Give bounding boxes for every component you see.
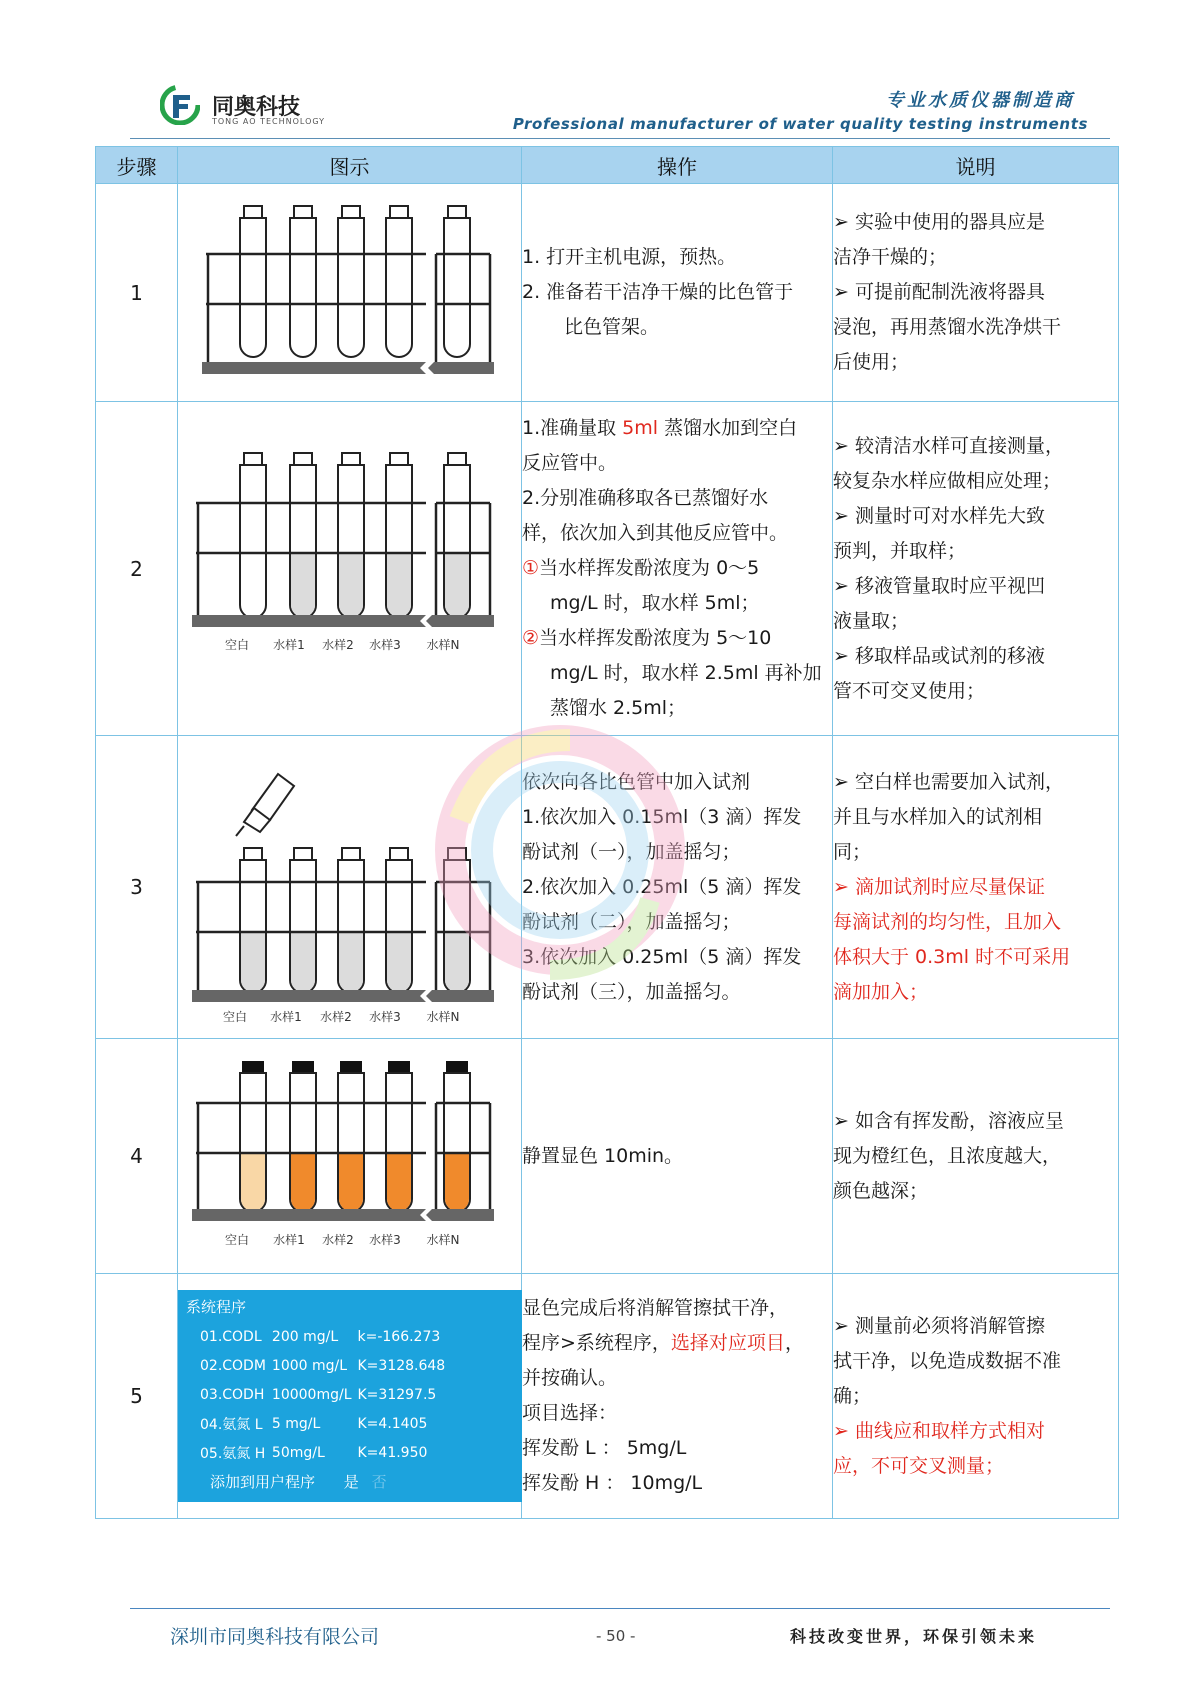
operation-line: 1.依次加入 0.15ml（3 滴）挥发: [522, 805, 802, 828]
note-line: ➢ 可提前配制洗液将器具: [833, 281, 1045, 303]
operation-line: 2. 准备若干洁净干燥的比色管于: [522, 281, 794, 303]
col-header-step: 步骤: [96, 147, 178, 184]
tube-label: 水样2: [320, 1010, 352, 1024]
tube-label: 水样1: [273, 1233, 305, 1247]
note-line-warning: 体积大于 0.3ml 时不可采用: [833, 945, 1071, 968]
operation-line: 酚试剂（一），加盖摇匀；: [522, 840, 741, 863]
program-row[interactable]: [200, 1322, 451, 1351]
operation-cell: [522, 1274, 833, 1519]
operation-line: 挥发酚 H ： 10mg/L: [522, 1472, 703, 1494]
operation-text: 当水样挥发酚浓度为 0～5: [539, 557, 760, 579]
note-line: ➢ 实验中使用的器具应是: [833, 211, 1045, 233]
program-range: 1000 mg/L: [271, 1357, 348, 1374]
circled-number: ②: [522, 627, 540, 649]
operation-cell: [522, 736, 833, 1039]
table-row: [96, 736, 1119, 1039]
program-row[interactable]: [200, 1438, 451, 1467]
program-code: 02.CODM: [200, 1357, 266, 1374]
program-list: [200, 1322, 451, 1467]
col-header-operation: 操作: [522, 147, 833, 184]
dropper-bottle-icon: [236, 774, 294, 836]
tube-label: 水样2: [322, 637, 354, 652]
tube-label: 水样3: [369, 637, 401, 652]
operation-cell: [522, 1039, 833, 1274]
operation-line: [522, 411, 832, 446]
program-code: 05.氨氮 H: [200, 1445, 266, 1462]
screen-title: 系统程序: [186, 1298, 247, 1316]
tube-label: 水样N: [426, 1010, 460, 1024]
program-k: K=3128.648: [357, 1357, 446, 1374]
sample-tubes-rack-illustration: [178, 417, 522, 717]
note-line: 管不可交叉使用；: [833, 679, 986, 702]
figure-cell: [178, 1274, 522, 1519]
table-row: [96, 1274, 1119, 1519]
note-line: 后使用；: [833, 351, 910, 373]
operation-line: 挥发酚 L ： 5mg/L: [522, 1437, 687, 1459]
empty-tubes-rack-illustration: [178, 184, 522, 397]
note-line: ➢ 测量前必须将消解管擦: [833, 1314, 1045, 1337]
note-line: 洁净干燥的；: [833, 246, 948, 268]
program-code: 03.CODH: [200, 1386, 265, 1403]
note-line-warning: 滴加加入；: [833, 980, 929, 1003]
page-number: - 50 -: [596, 1627, 636, 1645]
footer-company: 深圳市同奥科技有限公司: [170, 1626, 380, 1648]
tube-label: 水样2: [322, 1233, 354, 1247]
program-range: 200 mg/L: [271, 1328, 339, 1345]
yes-option[interactable]: 是: [343, 1473, 359, 1491]
operation-line: 并按确认。: [522, 1367, 618, 1389]
operation-line: 项目选择：: [522, 1402, 618, 1424]
operation-text: 1.准确量取: [522, 417, 623, 439]
figure-cell: [178, 736, 522, 1039]
notes-cell: [833, 184, 1119, 402]
header-divider: [130, 138, 1110, 139]
note-line: ➢ 较清洁水样可直接测量，: [833, 434, 1064, 457]
company-logo-icon: [160, 85, 200, 125]
program-range: 10000mg/L: [271, 1386, 352, 1403]
notes-cell: [833, 1274, 1119, 1519]
operation-text: 程序>系统程序，: [522, 1332, 671, 1354]
no-option[interactable]: 否: [371, 1473, 387, 1491]
table-row: [96, 402, 1119, 736]
add-user-program-label: 添加到用户程序: [210, 1473, 316, 1491]
operation-line: 显色完成后将消解管擦拭干净，: [522, 1297, 789, 1319]
program-row[interactable]: [200, 1351, 451, 1380]
operation-line: 反应管中。: [522, 452, 618, 474]
header-tagline: Professional manufacturer of water quality testing instruments: [512, 115, 1088, 133]
note-line: ➢ 空白样也需要加入试剂，: [833, 770, 1064, 793]
operation-line: [522, 551, 832, 586]
operation-text: ，: [784, 1332, 804, 1354]
note-line: ➢ 如含有挥发酚，溶液应呈: [833, 1109, 1064, 1132]
step-number: 3: [96, 736, 178, 1039]
company-name-en: TONG AO TECHNOLOGY: [212, 117, 326, 126]
reagent-dropper-illustration: [178, 736, 522, 1034]
program-code: 01.CODL: [200, 1328, 262, 1345]
operation-line: 蒸馏水 2.5ml；: [550, 697, 687, 719]
figure-cell: [178, 402, 522, 736]
tube-label: 水样N: [426, 1233, 460, 1247]
figure-cell: [178, 184, 522, 402]
page-header: [0, 0, 1200, 150]
footer-motto: 科技改变世界，环保引领未来: [790, 1627, 1038, 1646]
operation-line: 依次向各比色管中加入试剂: [522, 770, 751, 793]
note-line: ➢ 测量时可对水样先大致: [833, 504, 1045, 527]
notes-cell: [833, 736, 1119, 1039]
operation-line: mg/L 时，取水样 5ml；: [550, 592, 760, 614]
instrument-screen: [178, 1290, 522, 1502]
program-range: 5 mg/L: [271, 1415, 321, 1432]
tube-label: 空白: [222, 1010, 248, 1024]
step-number: 5: [96, 1274, 178, 1519]
note-line: 颜色越深；: [833, 1179, 929, 1202]
footer-divider: [130, 1608, 1110, 1609]
note-line-warning: ➢ 滴加试剂时应尽量保证: [833, 875, 1045, 898]
program-k: k=-166.273: [357, 1328, 441, 1345]
tube-label: 水样1: [273, 637, 305, 652]
operation-cell: [522, 402, 833, 736]
note-line: 预判，并取样；: [833, 539, 967, 562]
note-line: ➢ 移液管量取时应平视凹: [833, 574, 1045, 597]
tube-label: 水样3: [369, 1233, 401, 1247]
notes-cell: [833, 402, 1119, 736]
note-line: 现为橙红色，且浓度越大，: [833, 1144, 1062, 1167]
table-header-row: [96, 147, 1119, 184]
operation-line: [522, 1326, 832, 1361]
operation-line: mg/L 时，取水样 2.5ml 再补加: [550, 662, 822, 684]
operation-line: 酚试剂（二），加盖摇匀；: [522, 910, 741, 933]
program-k: K=31297.5: [357, 1386, 437, 1403]
note-line: 确；: [833, 1384, 872, 1407]
note-line: 同；: [833, 840, 872, 863]
step-number: 1: [96, 184, 178, 402]
screen-footer: [210, 1471, 387, 1492]
note-line: 液量取；: [833, 609, 910, 632]
col-header-figure: 图示: [178, 147, 522, 184]
operation-highlight: 选择对应项目: [670, 1332, 785, 1354]
note-line: 浸泡，再用蒸馏水洗净烘干: [833, 316, 1062, 338]
note-line-warning: ➢ 曲线应和取样方式相对: [833, 1419, 1045, 1442]
note-line: ➢ 移取样品或试剂的移液: [833, 644, 1045, 667]
operation-highlight: 5ml: [622, 417, 659, 439]
program-row[interactable]: [200, 1380, 451, 1409]
operation-line: 2.依次加入 0.25ml（5 滴）挥发: [522, 875, 802, 898]
operation-line: 1. 打开主机电源，预热。: [522, 246, 737, 268]
step-number: 2: [96, 402, 178, 736]
operation-cell: [522, 184, 833, 402]
table-row: [96, 184, 1119, 402]
tube-label: 空白: [224, 637, 250, 652]
table-row: [96, 1039, 1119, 1274]
program-code: 04.氨氮 L: [200, 1416, 263, 1433]
notes-cell: [833, 1039, 1119, 1274]
program-k: K=4.1405: [357, 1415, 428, 1432]
operation-line: 酚试剂（三），加盖摇匀。: [522, 980, 741, 1003]
program-range: 50mg/L: [271, 1444, 325, 1461]
operation-line: 2.分别准确移取各已蒸馏好水: [522, 487, 769, 509]
program-row[interactable]: [200, 1409, 451, 1438]
note-line-warning: 应，不可交叉测量；: [833, 1454, 1005, 1477]
operation-line: 比色管架。: [564, 316, 660, 338]
tube-label: 水样3: [369, 1010, 401, 1024]
note-line: 并且与水样加入的试剂相: [833, 805, 1043, 828]
company-name: 同奥科技: [212, 95, 301, 120]
operation-line: 样，依次加入到其他反应管中。: [522, 522, 789, 544]
col-header-notes: 说明: [833, 147, 1119, 184]
step-number: 4: [96, 1039, 178, 1274]
operation-text: 蒸馏水加到空白: [658, 417, 798, 439]
operation-line: [522, 621, 832, 656]
operation-text: 当水样挥发酚浓度为 5～10: [539, 627, 772, 649]
header-slogan: 专业水质仪器制造商: [886, 90, 1075, 111]
tube-label: 水样1: [270, 1010, 302, 1024]
figure-cell: [178, 1039, 522, 1274]
colored-tubes-rack-illustration: [178, 1039, 522, 1269]
circled-number: ①: [522, 557, 540, 579]
procedure-table: [95, 146, 1119, 1519]
note-line: 拭干净，以免造成数据不准: [833, 1349, 1062, 1372]
note-line: 较复杂水样应做相应处理；: [833, 469, 1062, 492]
operation-line: 3.依次加入 0.25ml（5 滴）挥发: [522, 945, 802, 968]
program-k: K=41.950: [357, 1444, 428, 1461]
note-line-warning: 每滴试剂的均匀性，且加入: [833, 910, 1062, 933]
tube-label: 空白: [224, 1233, 250, 1247]
operation-line: 静置显色 10min。: [522, 1144, 684, 1167]
tube-label: 水样N: [426, 637, 460, 652]
